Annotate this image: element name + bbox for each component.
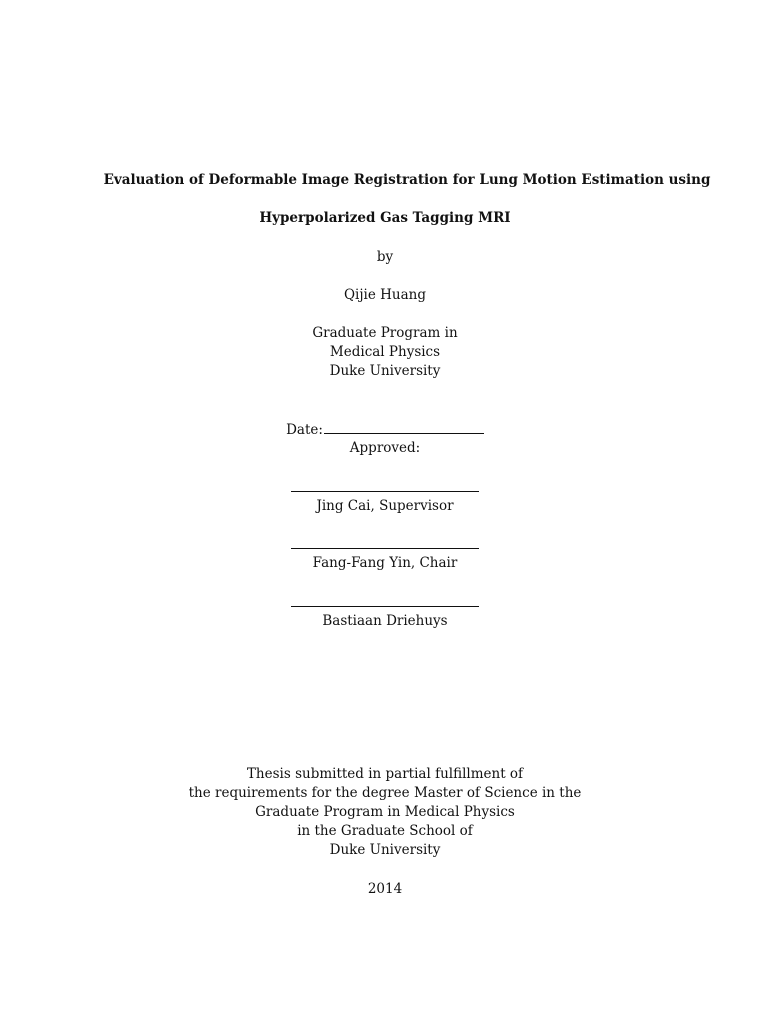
signatory-name-3: Bastiaan Driehuys [322, 613, 448, 629]
thesis-title-line-1: Evaluation of Deformable Image Registration for Lung Motion Estimation using [103, 172, 711, 188]
signature-rule [291, 593, 479, 607]
statement-line-5: Duke University [329, 842, 441, 858]
program-line-3: Duke University [329, 363, 441, 379]
signature-rule [291, 535, 479, 549]
signatory-name-1: Jing Cai, Supervisor [316, 498, 454, 514]
approved-label: Approved: [349, 440, 421, 456]
date-line [0, 420, 770, 440]
signature-rule [291, 478, 479, 492]
year: 2014 [367, 881, 403, 897]
author-name: Qijie Huang [343, 287, 427, 303]
program-line-2: Medical Physics [329, 344, 441, 360]
signatory-name-2: Fang-Fang Yin, Chair [312, 555, 458, 571]
signature-line-1 [0, 478, 770, 498]
by-label: by [376, 249, 394, 265]
statement-line-1: Thesis submitted in partial fulfillment of [246, 766, 524, 782]
statement-line-4: in the Graduate School of [297, 823, 473, 839]
thesis-title-line-2: Hyperpolarized Gas Tagging MRI [259, 210, 511, 226]
signature-line-2 [0, 535, 770, 555]
date-label: Date: [286, 422, 323, 438]
statement-line-2: the requirements for the degree Master of Science in the [188, 785, 582, 801]
date-blank-rule [324, 420, 484, 434]
program-line-1: Graduate Program in [312, 325, 458, 341]
signature-line-3 [0, 593, 770, 613]
statement-line-3: Graduate Program in Medical Physics [255, 804, 515, 820]
